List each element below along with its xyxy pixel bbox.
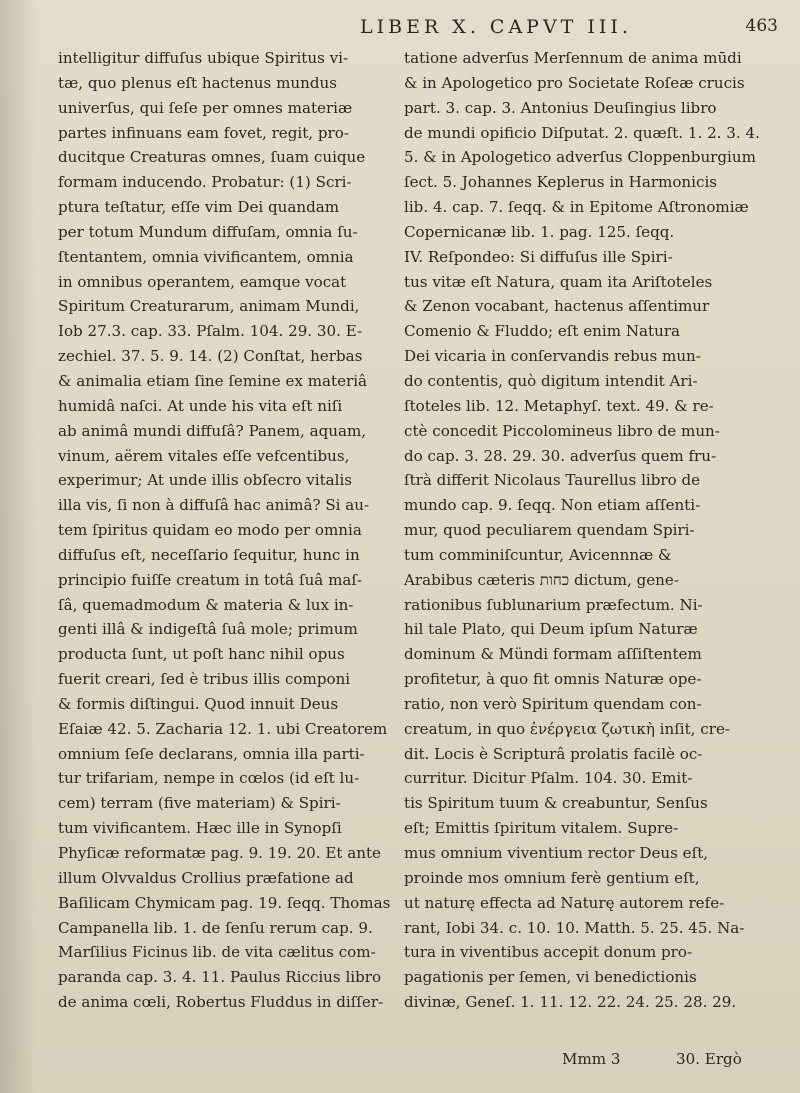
text-line: IV. Reſpondeo: Si diffuſus ille Spiri-	[404, 247, 673, 266]
text-line: illa vis, ſi non à diffuſâ hac animâ? Si au-	[58, 496, 370, 515]
text-line: diffuſus eſt, neceſſario ſequitur, hunc in	[58, 545, 360, 564]
text-line: ctè concedit Piccolomineus libro de mun-	[404, 421, 720, 440]
text-line: Marſilius Ficinus lib. de vita cælitus com-	[58, 943, 376, 962]
text-line: ſtoteles lib. 12. Metaphyſ. text. 49. & re-	[404, 396, 714, 415]
right-column	[404, 46, 792, 1015]
text-line: tum vivificantem. Hæc ille in Synopſi	[58, 819, 342, 838]
text-line: & animalia etiam ſine ſemine ex materiâ	[58, 371, 368, 390]
text-line: illum Olvvaldus Crollius præfatione ad	[58, 868, 354, 887]
text-line: tæ, quo plenus eſt hactenus mundus	[58, 73, 337, 92]
running-head-title: LIBER X. CAPVT III.	[360, 16, 632, 38]
text-line: Eſaiæ 42. 5. Zacharia 12. 1. ubi Creatorem	[58, 719, 388, 738]
text-line: divinæ, Geneſ. 1. 11. 12. 22. 24. 25. 28. 29.	[404, 993, 737, 1012]
text-line: ptura teſtatur, eſſe vim Dei quandam	[58, 198, 340, 217]
text-line: & Zenon vocabant, hactenus aſſentimur	[404, 297, 710, 316]
text-line: tur trifariam, nempe in cœlos (id eſt lu-	[58, 769, 360, 788]
text-line: per totum Mundum diffuſam, omnia ſu-	[58, 222, 358, 241]
text-line: ſtrà differit Nicolaus Taurellus libro de	[404, 471, 701, 490]
text-line: ducitque Creaturas omnes, ſuam cuique	[58, 148, 366, 167]
text-line: ratio, non verò Spiritum quendam con-	[404, 694, 702, 713]
text-line: ſtentantem, omnia vivificantem, omnia	[58, 247, 354, 266]
left-column	[58, 46, 398, 1015]
text-line: tura in viventibus accepit donum pro-	[404, 943, 693, 962]
page-number: 463	[745, 16, 778, 36]
text-line: hil tale Plato, qui Deum ipſum Naturæ	[404, 620, 698, 639]
text-line: intelligitur diffuſus ubique Spiritus vi-	[58, 49, 349, 67]
text-line: formam inducendo. Probatur: (1) Scri-	[58, 173, 352, 192]
text-line: tis Spiritum tuum & creabuntur, Senſus	[404, 794, 708, 813]
text-line: tum comminiſcuntur, Avicennnæ &	[404, 545, 672, 564]
text-line: ſâ, quemadmodum & materia & lux in-	[58, 595, 354, 614]
text-line: tatione adverſus Merſennum de anima mūdi	[404, 49, 742, 67]
text-line: fuerit creari, ſed è tribus illis componi	[58, 670, 351, 689]
text-line: creatum, in quo ἐνέργεια ζωτικὴ inſit, cre-	[404, 719, 730, 738]
text-line: omnium ſeſe declarans, omnia illa parti-	[58, 744, 365, 763]
text-line: Copernicanæ lib. 1. pag. 125. ſeqq.	[404, 222, 675, 241]
text-line: curritur. Dicitur Pſalm. 104. 30. Emit-	[404, 769, 693, 788]
text-line: cem) terram (five materiam) & Spiri-	[58, 794, 341, 813]
catchline	[0, 1050, 800, 1076]
text-line: tem ſpiritus quidam eo modo per omnia	[58, 521, 362, 540]
text-line: rant, Iobi 34. c. 10. 10. Matth. 5. 25. 45. Na-	[404, 918, 745, 937]
text-line: proinde mos omnium ferè gentium eſt,	[404, 868, 700, 887]
text-line: mundo cap. 9. ſeqq. Non etiam aſſenti-	[404, 496, 701, 515]
text-line: & formis diſtingui. Quod innuit Deus	[58, 694, 339, 713]
text-line: de anima cœli, Robertus Fluddus in diſſer-	[58, 993, 384, 1012]
text-line: Baſilicam Chymicam pag. 19. ſeqq. Thomas	[58, 893, 391, 912]
text-line: ut naturę effecta ad Naturę autorem refe-	[404, 893, 725, 912]
text-line: partes infinuans eam fovet, regit, pro-	[58, 123, 349, 142]
text-line: & in Apologetico pro Societate Roſeæ crucis	[404, 73, 745, 92]
text-line: zechiel. 37. 5. 9. 14. (2) Conſtat, herbas	[58, 347, 363, 366]
text-line: pagationis per ſemen, vi benedictionis	[404, 968, 697, 987]
text-line: Iob 27.3. cap. 33. Pſalm. 104. 29. 30. E-	[58, 322, 363, 341]
text-line: univerſus, qui ſeſe per omnes materiæ	[58, 98, 353, 117]
text-line: in omnibus operantem, eamque vocat	[58, 272, 347, 291]
text-line: eſt; Emittis ſpiritum vitalem. Supre-	[404, 819, 679, 838]
text-line: profitetur, à quo fit omnis Naturæ ope-	[404, 670, 702, 689]
catchword: 30. Ergò	[676, 1050, 742, 1068]
text-line: genti illâ & indigeſtâ ſuâ mole; primum	[58, 620, 358, 639]
text-line: lib. 4. cap. 7. ſeqq. & in Epitome Aſtronomiæ	[404, 198, 749, 217]
text-line: producta ſunt, ut poſt hanc nihil opus	[58, 645, 345, 664]
text-line: Spiritum Creaturarum, animam Mundi,	[58, 297, 360, 316]
text-line: mus omnium viventium rector Deus eſt,	[404, 844, 709, 862]
signature-mark: Mmm 3	[562, 1050, 621, 1068]
text-line: rationibus ſublunarium præfectum. Ni-	[404, 595, 703, 614]
text-line: Comenio & Fluddo; eſt enim Natura	[404, 322, 681, 341]
text-line: do contentis, quò digitum intendit Ari-	[404, 371, 698, 390]
text-line: paranda cap. 3. 4. 11. Paulus Riccius libro	[58, 968, 382, 987]
text-line: do cap. 3. 28. 29. 30. adverſus quem fru-	[404, 446, 717, 465]
text-line: 5. & in Apologetico adverſus Cloppenburgium	[404, 148, 756, 167]
text-line: experimur; At unde illis obſecro vitalis	[58, 471, 353, 490]
text-line: humidâ naſci. At unde his vita eſt niſi	[58, 396, 343, 415]
text-line: Arabibus cæteris כחות dictum, gene-	[404, 570, 679, 589]
text-line: ſect. 5. Johannes Keplerus in Harmonicis	[404, 173, 718, 192]
text-line: ab animâ mundi diffuſâ? Panem, aquam,	[58, 421, 367, 440]
text-line: tus vitæ eſt Natura, quam ita Ariſtoteles	[404, 272, 713, 291]
text-line: dit. Locis è Scripturâ prolatis facilè oc-	[404, 744, 703, 763]
text-line: de mundi opificio Diſputat. 2. quæſt. 1. 2. 3. 4.	[404, 123, 760, 142]
text-line: vinum, aërem vitales eſſe vefcentibus,	[58, 446, 350, 465]
text-line: part. 3. cap. 3. Antonius Deuſingius libro	[404, 98, 717, 117]
text-line: Dei vicaria in conſervandis rebus mun-	[404, 347, 701, 366]
text-line: Campanella lib. 1. de ſenſu rerum cap. 9.	[58, 918, 373, 937]
text-line: dominum & Mündi formam aſſiſtentem	[404, 645, 702, 664]
running-head	[0, 12, 800, 44]
text-line: Phyſicæ reformatæ pag. 9. 19. 20. Et ante	[58, 844, 381, 862]
gutter-shadow	[0, 0, 36, 1093]
text-line: mur, quod peculiarem quendam Spiri-	[404, 521, 695, 540]
text-line: principio fuiſſe creatum in totâ ſuâ maſ-	[58, 570, 363, 589]
